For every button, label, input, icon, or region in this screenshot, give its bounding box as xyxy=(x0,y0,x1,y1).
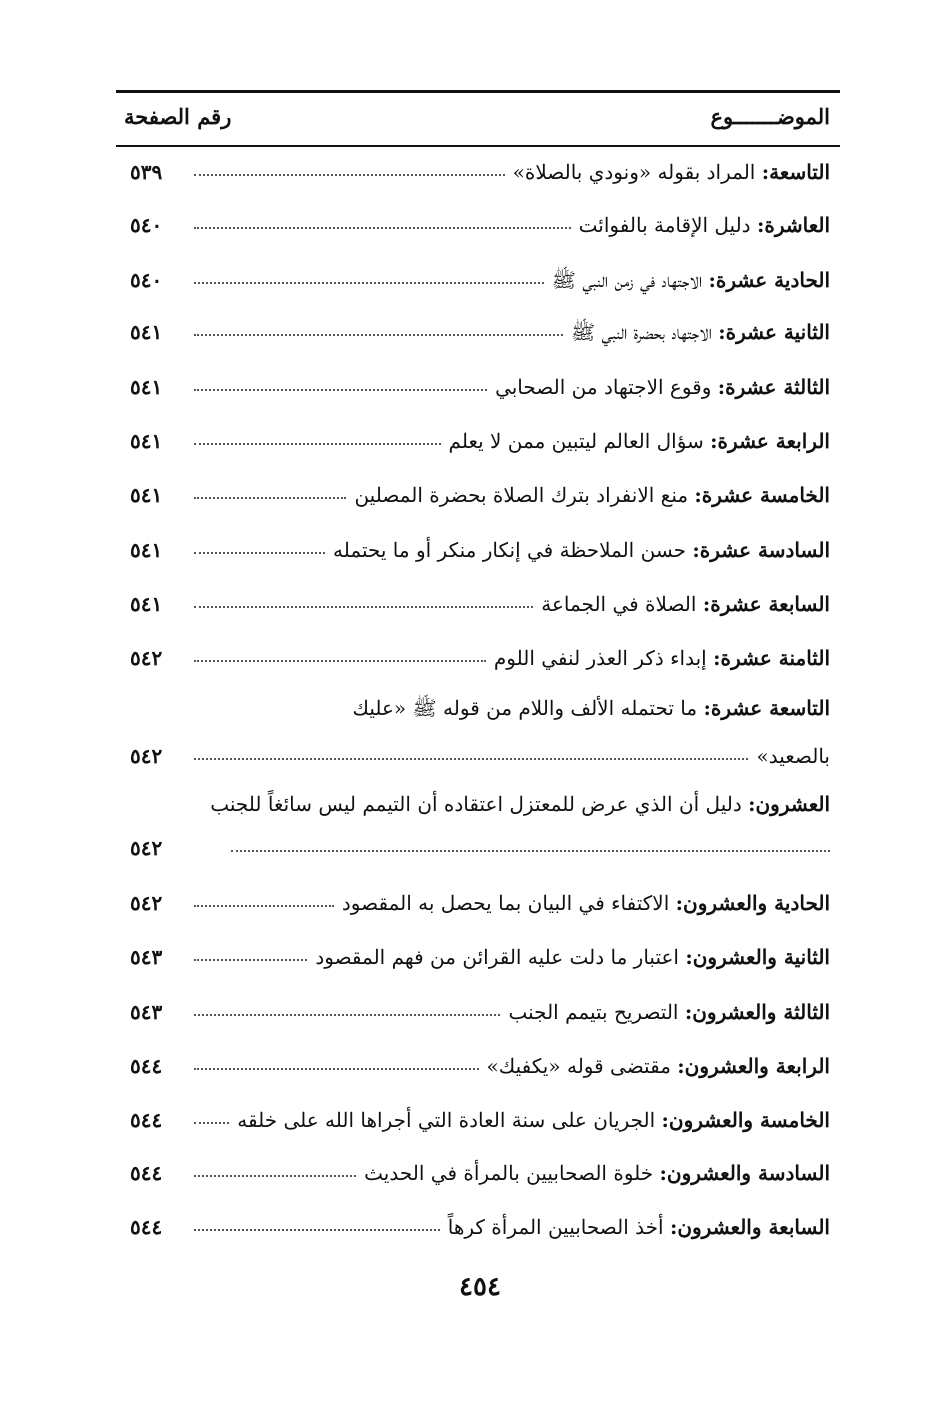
toc-entry-label: السادسة والعشرون: xyxy=(659,1161,830,1185)
toc-entry-title xyxy=(508,992,830,1032)
top-rule xyxy=(116,90,840,93)
toc-entry-text: أخذ الصحابيين المرأة كرهاً xyxy=(447,1215,670,1239)
toc-entry-page: ٥٤٤ xyxy=(130,1161,163,1185)
toc-entry-text: التصريح بتيمم الجنب xyxy=(508,1000,685,1024)
leader-dots xyxy=(194,174,505,176)
leader-dots xyxy=(194,660,486,662)
toc-entry-title xyxy=(315,937,830,977)
toc-entry-title xyxy=(210,784,830,824)
toc-entry-page: ٥٤١ xyxy=(130,592,163,616)
toc-entry-title xyxy=(571,312,830,352)
toc-entry-title xyxy=(352,688,830,728)
toc-entry xyxy=(116,1153,830,1193)
toc-entry xyxy=(116,421,830,461)
toc-entry-text: الاكتفاء في البيان بما يحصل به المقصود xyxy=(341,891,676,915)
toc-entry-label: الثالثة والعشرون: xyxy=(684,1000,830,1024)
leader-dots xyxy=(194,606,533,608)
leader-dots xyxy=(194,334,563,336)
leader-dots xyxy=(194,1175,356,1177)
toc-entry-title xyxy=(449,421,830,461)
toc-entry-text: منع الانفراد بترك الصلاة بحضرة المصلين xyxy=(354,483,695,507)
toc-entry-title xyxy=(487,1046,830,1086)
toc-entry xyxy=(116,688,830,768)
toc-entry-text: الاجتهاد في زمن النبي ﷺ xyxy=(551,268,709,292)
toc-entry xyxy=(116,1046,830,1086)
toc-entry-label: الرابعة عشرة: xyxy=(710,429,830,453)
toc-entry-label: الحادية والعشرون: xyxy=(675,891,830,915)
toc-entry xyxy=(116,260,830,300)
leader-dots xyxy=(194,389,487,391)
toc-entry-page: ٥٤٢ xyxy=(130,646,163,670)
toc-entry-title xyxy=(495,367,830,407)
toc-entry-title xyxy=(494,638,830,678)
page-number: ٤٥٤ xyxy=(459,1272,501,1302)
toc-entry-label: التاسعة عشرة: xyxy=(703,696,830,720)
toc-entry-page: ٥٣٩ xyxy=(130,160,163,184)
toc-entry-page: ٥٤٠ xyxy=(130,268,163,292)
toc-entry-label: الثانية والعشرون: xyxy=(685,945,830,969)
toc-entry xyxy=(116,367,830,407)
toc-entry xyxy=(116,205,830,245)
toc-entry xyxy=(116,584,830,624)
leader-dots xyxy=(194,758,748,760)
toc-entry xyxy=(116,784,830,860)
toc-entry-page: ٥٤١ xyxy=(130,483,163,507)
toc-entry-title xyxy=(237,1100,830,1140)
toc-entry-text: مقتضى قوله «يكفيك» xyxy=(486,1054,678,1078)
toc-entry-page: ٥٤١ xyxy=(130,375,163,399)
header-rule xyxy=(116,145,840,147)
header-topic: الموضـــــــوع xyxy=(710,104,830,129)
toc-entry-label: التاسعة: xyxy=(761,160,830,184)
toc-entry-title xyxy=(333,530,830,570)
toc-entry xyxy=(116,530,830,570)
toc-entry-page: ٥٤٤ xyxy=(130,1108,163,1132)
toc-entry xyxy=(116,638,830,678)
toc-entry-page: ٥٤٣ xyxy=(130,945,163,969)
toc-entry-continuation: بالصعيد» xyxy=(756,744,830,768)
toc-entry-label: السابعة عشرة: xyxy=(702,592,830,616)
toc-entry-text: المراد بقوله «ونودي بالصلاة» xyxy=(512,160,762,184)
toc-entry-title xyxy=(364,1153,830,1193)
leader-dots xyxy=(194,227,571,229)
toc-entry-label: الثامنة عشرة: xyxy=(713,646,830,670)
toc-entry xyxy=(116,312,830,352)
toc-entry xyxy=(116,475,830,515)
toc-entry-page: ٥٤٣ xyxy=(130,1000,163,1024)
toc-entry xyxy=(116,883,830,923)
leader-dots xyxy=(194,1122,229,1124)
toc-entry-label: السابعة والعشرون: xyxy=(669,1215,830,1239)
toc-entry-title xyxy=(513,152,830,192)
leader-dots xyxy=(194,552,325,554)
toc-entry-text: الاجتهاد بحضرة النبي ﷺ xyxy=(571,320,719,344)
toc-entry-page: ٥٤٢ xyxy=(130,744,163,768)
toc-entry xyxy=(116,1100,830,1140)
toc-entry-title xyxy=(342,883,830,923)
toc-entry-label: السادسة عشرة: xyxy=(692,538,830,562)
toc-entry-label: الخامسة والعشرون: xyxy=(661,1108,830,1132)
toc-entry-text: خلوة الصحابيين بالمرأة في الحديث xyxy=(364,1161,660,1185)
leader-dots xyxy=(194,443,441,445)
toc-entry-label: الثانية عشرة: xyxy=(718,320,830,344)
leader-dots xyxy=(194,282,544,284)
leader-dots xyxy=(194,497,346,499)
toc-entry-text: سؤال العالم ليتبين ممن لا يعلم xyxy=(448,429,711,453)
header-page-number: رقم الصفحة xyxy=(124,104,232,129)
toc-entry-text: ما تحتمله الألف واللام من قوله ﷺ «عليك xyxy=(352,696,704,720)
toc-entry-label: العشرون: xyxy=(748,792,830,816)
toc-entry xyxy=(116,1207,830,1247)
toc-entry-page: ٥٤٤ xyxy=(130,1054,163,1078)
toc-entry-text: حسن الملاحظة في إنكار منكر أو ما يحتمله xyxy=(333,538,693,562)
toc-entry-page: ٥٤٢ xyxy=(130,891,163,915)
toc-entry-text: الصلاة في الجماعة xyxy=(541,592,703,616)
toc-entry-text: دليل أن الذي عرض للمعتزل اعتقاده أن التيمم ليس سائغاً للجنب xyxy=(210,792,749,816)
toc-entry-page: ٥٤١ xyxy=(130,320,163,344)
toc-entry-title xyxy=(552,260,830,300)
leader-dots xyxy=(194,905,334,907)
leader-dots xyxy=(194,1229,440,1231)
toc-entry-text: الجريان على سنة العادة التي أجراها الله على خلقه xyxy=(237,1108,662,1132)
toc-entry-title xyxy=(541,584,830,624)
toc-entry-label: الحادية عشرة: xyxy=(708,268,830,292)
leader-dots xyxy=(194,1068,479,1070)
toc-entry-title xyxy=(354,475,830,515)
toc-entry-text: دليل الإقامة بالفوائت xyxy=(578,213,757,237)
toc-entry-title xyxy=(579,205,830,245)
toc-entry xyxy=(116,992,830,1032)
toc-entry-text: إبداء ذكر العذر لنفي اللوم xyxy=(493,646,714,670)
toc-entry-label: الرابعة والعشرون: xyxy=(677,1054,830,1078)
toc-entry-label: الثالثة عشرة: xyxy=(717,375,830,399)
toc-entry-text: وقوع الاجتهاد من الصحابي xyxy=(495,375,718,399)
toc-entry xyxy=(116,937,830,977)
toc-entry-text: اعتبار ما دلت عليه القرائن من فهم المقصود xyxy=(315,945,686,969)
toc-entry-label: الخامسة عشرة: xyxy=(694,483,830,507)
toc-entry-page: ٥٤٤ xyxy=(130,1215,163,1239)
toc-entry-label: العاشرة: xyxy=(756,213,830,237)
toc-entry-page: ٥٤١ xyxy=(130,429,163,453)
toc-entry-page: ٥٤١ xyxy=(130,538,163,562)
leader-dots xyxy=(194,959,307,961)
leader-dots xyxy=(231,850,830,852)
toc-entry-title xyxy=(448,1207,830,1247)
toc-entry-page: ٥٤٠ xyxy=(130,213,163,237)
toc-entry xyxy=(116,152,830,192)
leader-dots xyxy=(194,1014,500,1016)
toc-entry-page: ٥٤٢ xyxy=(130,836,163,860)
